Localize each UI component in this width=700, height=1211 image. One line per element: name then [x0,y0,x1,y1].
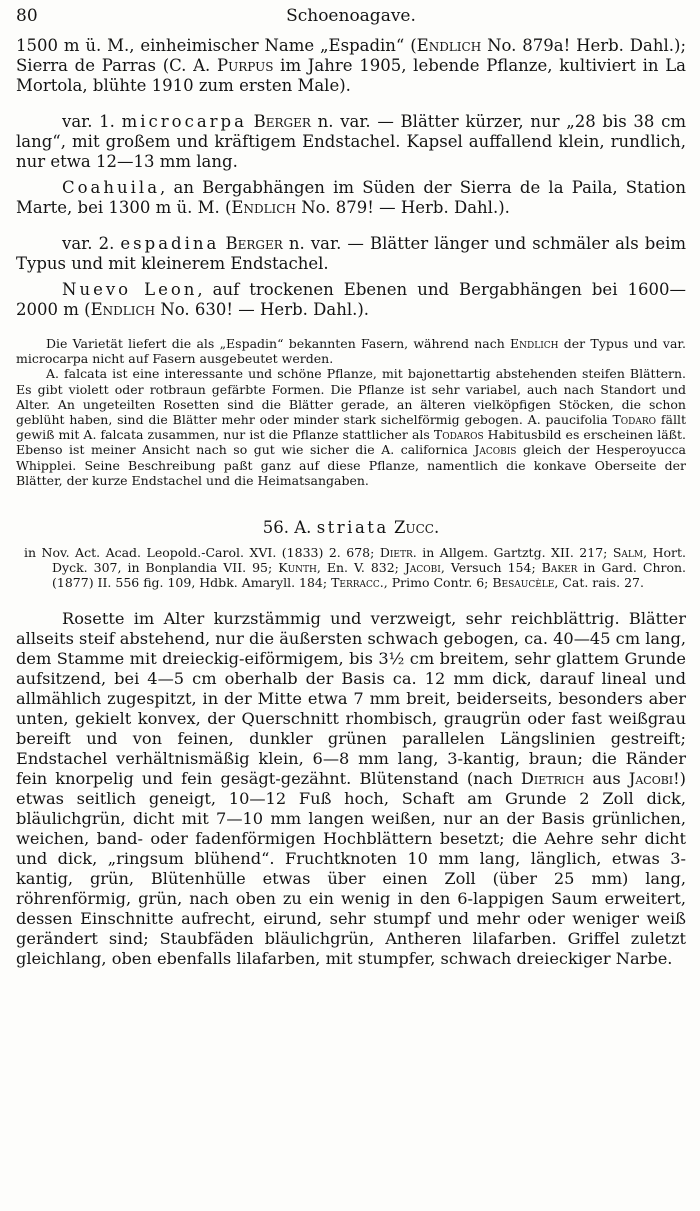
species-description: Rosette im Alter kurzstämmig und verzweigt, sehr reichblättrig. Blätter allseits steif abstehend, nur die äußersten schwach gebogen, ca. 40—45 cm lang, dem Stamme mit dreieckig-eiförmigem, bis 3½ cm breitem, sehr glattem Grunde aufsitzend, bei 4—5 cm oberhalb der Basis ca. 12 mm dick, darauf lineal und allmählich zugespitzt, in der Mitte etwa 7 mm breit, beiderseits, besonders aber unten, gekielt konvex, der Querschnitt rhombisch, graugrün oder fast weißgrau bereift und von feinen, dunkler grünen parallelen Längslinien gestreift; Endstachel verhältnismäßig klein, 6—8 mm lang, 3-kantig, braun; die Ränder fein knorpelig und fein gesägt-gezähnt. Blütenstand (nach Dietrich aus Jacobi!) etwas seitlich geneigt, 10—12 Fuß hoch, Schaft am Grunde 2 Zoll dick, bläulichgrün, dicht mit 7—10 mm langen weißen, nur an der Basis grünlichen, weichen, band- oder fadenförmigen Hochblättern besetzt; die Aehre sehr dicht und dick, „ringsum blühend“. Fruchtknoten 10 mm lang, länglich, etwas 3-kantig, grün, Blütenhülle etwas über einen Zoll (über 25 mm) lang, röhrenförmig, grün, nach oben zu ein wenig in den 6-lappigen Saum erweitert, dessen Einschnitte aufrecht, eirund, sehr stumpf und mehr oder weniger weiß gerändert sind; Staubfäden bläulichgrün, Antheren lilafarben. Griffel zuletzt gleichlang, oben ebenfalls lilafarben, mit stumpfer, schwach dreieckiger Narbe. [16,608,686,968]
intro-paragraph: 1500 m ü. M., einheimischer Name „Espadin“ (Endlich No. 879a! Herb. Dahl.); Sierra de Parras (C. A. Purpus im Jahre 1905, lebende Pflanze, kultiviert in La Mortola, blühte 1910 zum ersten Male). [16,36,687,95]
note-paragraph-1: Die Varietät liefert die als „Espadin“ bekannten Fasern, während nach Endlich der Typus und var. microcarpa nicht auf Fasern ausgebeutet werden. [16,336,686,367]
page-number: 80 [16,6,38,26]
variety-2-name: espadina [120,234,220,253]
species-heading: 56. A. striata Zucc. [262,518,440,538]
variety-2-paragraph: var. 2. espadina Berger n. var. — Blätter länger und schmäler als beim Typus und mit kleinerem Endstachel. [16,234,687,273]
page-header [16,6,686,36]
variety-1-name: microcarpa [121,112,247,131]
variety-1-locality: Coahuila, an Bergabhängen im Süden der Sierra de la Paila, Station Marte, bei 1300 m ü. M. (Endlich No. 879! — Herb. Dahl.). [16,178,686,217]
note-paragraph-2: A. falcata ist eine interessante und schöne Pflanze, mit bajonettartig abstehenden steifen Blättern. Es gibt violett oder rotbraun gefärbte Formen. Die Pflanze ist sehr variabel, auch nach Standort und Alter. An ungeteilten Rosetten sind die Blätter gerade, an älteren vielköpfigen Stöcken, die schon geblüht haben, sind die Blätter mehr oder minder stark sichelförmig gebogen. A. paucifolia Todaro fällt gewiß mit A. falcata zusammen, nur ist die Pflanze stattlicher als Todaros Habitusbild es erscheinen läßt. Ebenso ist meiner Ansicht nach so gut wie sicher die A. californica Jacobis gleich der Hesperoyucca Whipplei. Seine Beschreibung paßt ganz auf diese Pflanze, namentlich die konkave Oberseite der Blätter, der kurze Endstachel und die Heimatsangaben. [16,366,687,488]
variety-2-locality: Nuevo Leon, auf trockenen Ebenen und Bergabhängen bei 1600—2000 m (Endlich No. 630! — Herb. Dahl.). [16,280,686,319]
literature-references: in Nov. Act. Acad. Leopold.-Carol. XVI. (1833) 2. 678; Dietr. in Allgem. Gartztg. XII. 217; Salm, Hort. Dyck. 307, in Bonplandia VII. 95; Kunth, En. V. 832; Jacobi, Versuch 154; Baker in Gard. Chron. (1877) II. 556 fig. 109, Hdbk. Amaryll. 184; Terracc., Primo Contr. 6; Besaucèle, Cat. rais. 27. [24,545,687,591]
running-title: Schoenoagave. [286,6,416,26]
variety-1-paragraph: var. 1. microcarpa Berger n. var. — Blätter kürzer, nur „28 bis 38 cm lang“, mit großem und kräftigem Endstachel. Kapsel auffallend klein, rundlich, nur etwa 12—13 mm lang. [16,112,686,171]
species-name: striata [316,518,389,538]
